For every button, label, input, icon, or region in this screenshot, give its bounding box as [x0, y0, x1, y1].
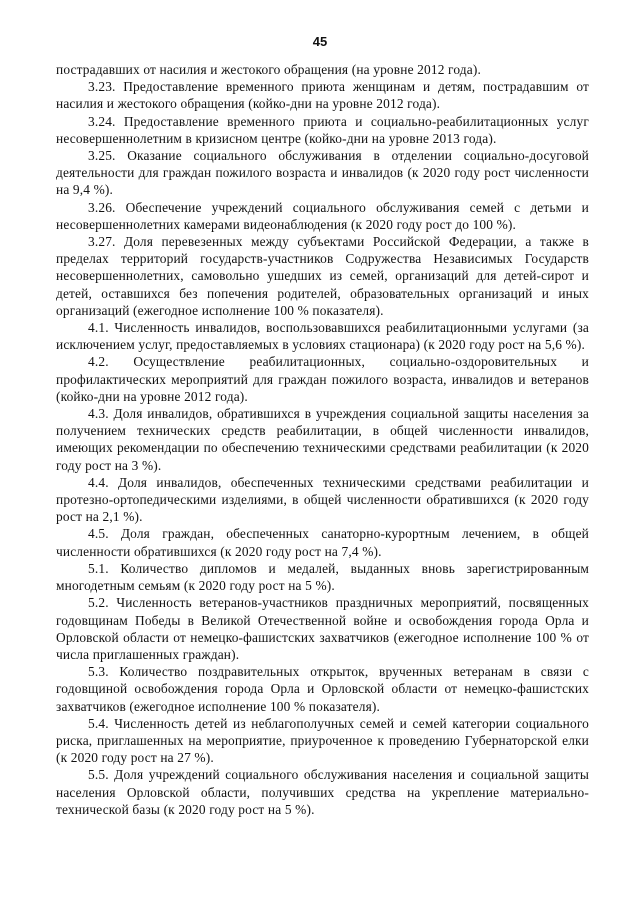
paragraph-continuation: пострадавших от насилия и жестокого обращения (на уровне 2012 года). [56, 62, 481, 77]
paragraph-4-5: 4.5. Доля граждан, обеспеченных санаторно-курортным лечением, в общей численности обратившихся (к 2020 году рост на 7,4 %). [56, 526, 589, 559]
paragraph-5-5: 5.5. Доля учреждений социального обслуживания населения и социальной защиты населения Орловской области, получивших средства на укрепление материально-технической базы (к 2020 году рост на 5 %). [56, 767, 589, 817]
paragraph-4-2: 4.2. Осуществление реабилитационных, социально-оздоровительных и профилактических мероприятий для граждан пожилого возраста, инвалидов и ветеранов (койко-дни на уровне 2012 года). [56, 354, 589, 404]
paragraph-3-24: 3.24. Предоставление временного приюта и социально-реабилитационных услуг несовершеннолетним в кризисном центре (койко-дни на уровне 2013 года). [56, 113, 589, 146]
paragraph-3-25: 3.25. Оказание социального обслуживания в отделении социально-досуговой деятельности для граждан пожилого возраста и инвалидов (к 2020 году рост численности на 9,4 %). [56, 148, 589, 198]
paragraph-3-27: 3.27. Доля перевезенных между субъектами Российской Федерации, а также в пределах территорий государств-участников Содружества Независимых Государств несовершеннолетних, самовольно ушедших из семей, организаций для детей-сирот и детей, оставшихся без попечения родителей, образовательных организаций и иных организаций (ежегодное исполнение 100 % показателя). [56, 234, 589, 318]
paragraph-3-23: 3.23. Предоставление временного приюта женщинам и детям, пострадавшим от насилия и жестокого обращения (койко-дни на уровне 2012 года). [56, 79, 589, 112]
paragraph-5-1: 5.1. Количество дипломов и медалей, выданных вновь зарегистрированным многодетным семьям (к 2020 году рост на 5 %). [56, 560, 589, 594]
document-body [56, 61, 589, 818]
page-number: 45 [312, 34, 328, 49]
paragraph-4-3: 4.3. Доля инвалидов, обратившихся в учреждения социальной защиты населения за получением технических средств реабилитации, в общей численности инвалидов, имеющих рекомендации по обеспечению техническими средствами реабилитации (к 2020 году рост на 3 %). [56, 406, 589, 473]
paragraph-4-4: 4.4. Доля инвалидов, обеспеченных техническими средствами реабилитации и протезно-ортопедическими изделиями, в общей численности обратившихся (к 2020 году рост на 2,1 %). [56, 474, 589, 525]
paragraph-5-4: 5.4. Численность детей из неблагополучных семей и семей категории социального риска, приглашенных на мероприятие, приуроченное к проведению Губернаторской елки (к 2020 году рост на 27 %). [56, 715, 589, 766]
paragraph-5-3: 5.3. Количество поздравительных открыток, врученных ветеранам в связи с годовщиной освобождения города Орла и Орловской области от немецко-фашистских захватчиков (ежегодное исполнение 100 % показателя). [56, 664, 589, 714]
paragraph-4-1: 4.1. Численность инвалидов, воспользовавшихся реабилитационными услугами (за исключением услуг, предоставляемых в условиях стационара) (к 2020 году рост на 5,6 %). [56, 320, 589, 353]
paragraph-3-26: 3.26. Обеспечение учреждений социального обслуживания семей с детьми и несовершеннолетних камерами видеонаблюдения (к 2020 году рост до 100 %). [56, 199, 589, 232]
paragraph-5-2: 5.2. Численность ветеранов-участников праздничных мероприятий, посвященных годовщинам Победы в Великой Отечественной войне и освобождения города Орла и Орловской области от немецко-фашистских захватчиков (ежегодное исполнение 100 % от числа приглашенных граждан). [56, 595, 589, 662]
